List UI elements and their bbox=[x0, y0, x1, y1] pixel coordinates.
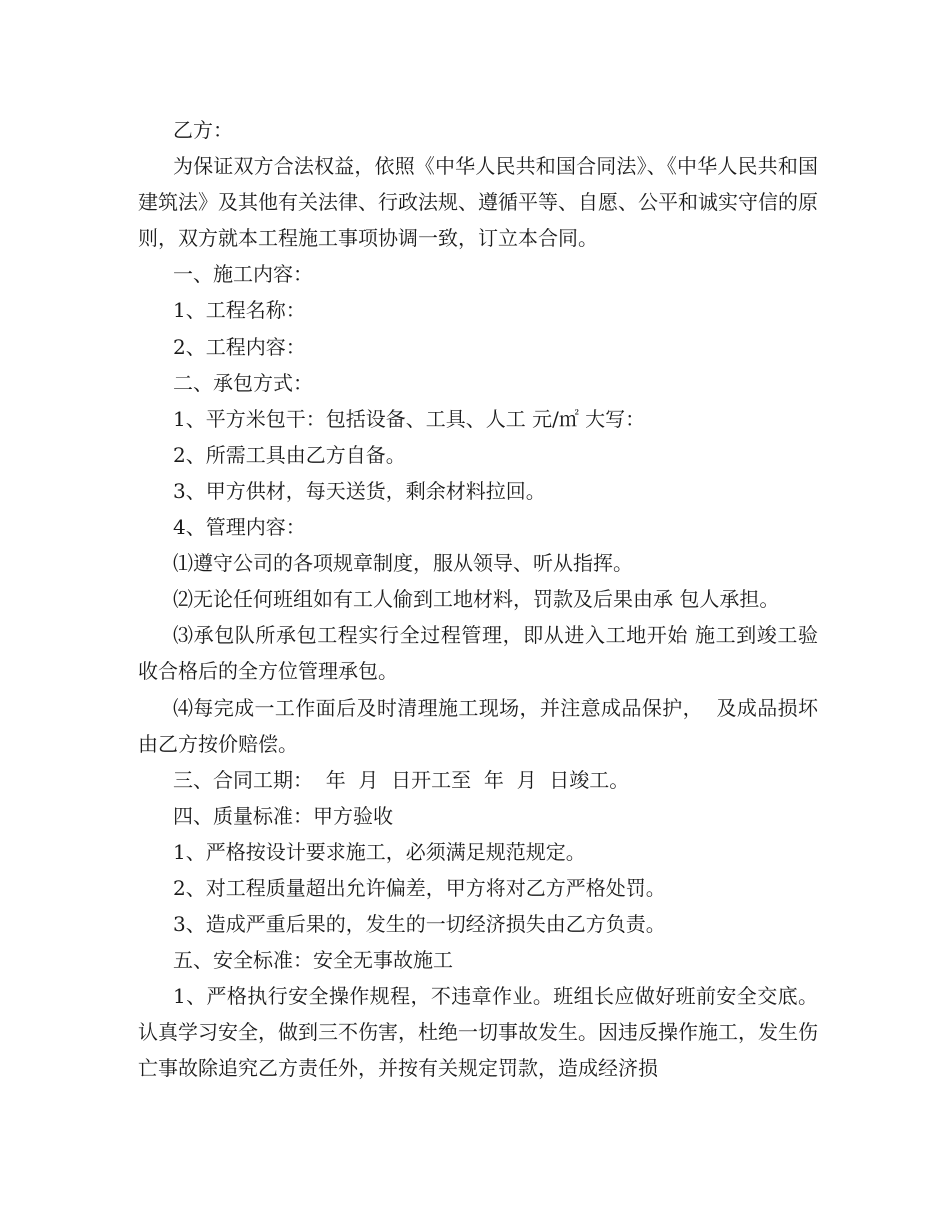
contract-body bbox=[138, 112, 818, 1087]
party-b-line: 乙方： bbox=[173, 118, 233, 142]
section-heading-contracting-method: 二、承包方式： bbox=[173, 370, 313, 395]
management-item-4: ⑷每完成一工作面后及时清理施工现场，并注意成品保护， 及成品损坏由乙方按价赔偿。 bbox=[138, 695, 818, 756]
project-content-line: 2、工程内容： bbox=[173, 334, 306, 359]
section-heading-quality-standard: 四、质量标准：甲方验收 bbox=[173, 803, 393, 828]
management-item-2: ⑵无论任何班组如有工人偷到工地材料，罚款及后果由承 包人承担。 bbox=[173, 587, 780, 612]
quality-clause-2: 2、对工程质量超出允许偏差，甲方将对乙方严格处罚。 bbox=[173, 875, 666, 900]
section-heading-contract-period: 三、合同工期： 年 月 日开工至 年 月 日竣工。 bbox=[173, 767, 630, 792]
clause-unit-price: 1、平方米包干：包括设备、工具、人工 元/㎡ 大写： bbox=[173, 406, 646, 431]
safety-clause-1: 1、严格执行安全操作规程，不违章作业。班组长应做好班前安全交底。认真学习安全，做到三不伤害，杜绝一切事故发生。因违反操作施工，发生伤亡事故除追究乙方责任外，并按有关规定罚款，造成经济损 bbox=[138, 984, 818, 1081]
section-heading-construction-content: 一、施工内容： bbox=[173, 262, 313, 287]
quality-clause-1: 1、严格按设计要求施工，必须满足规范规定。 bbox=[173, 839, 586, 864]
management-item-3: ⑶承包队所承包工程实行全过程管理，即从进入工地开始 施工到竣工验收合格后的全方位管理承包。 bbox=[138, 623, 818, 684]
clause-materials: 3、甲方供材，每天送货，剩余材料拉回。 bbox=[173, 478, 546, 503]
preamble-paragraph: 为保证双方合法权益，依照《中华人民共和国合同法》、《中华人民共和国建筑法》及其他有关法律、行政法规、遵循平等、自愿、公平和诚实守信的原则，双方就本工程施工事项协调一致，订立本合同。 bbox=[138, 154, 818, 251]
project-name-line: 1、工程名称： bbox=[173, 298, 306, 323]
clause-tools: 2、所需工具由乙方自备。 bbox=[173, 442, 406, 467]
management-item-1: ⑴遵守公司的各项规章制度，服从领导、听从指挥。 bbox=[173, 551, 633, 576]
section-heading-safety-standard: 五、安全标准：安全无事故施工 bbox=[173, 948, 453, 973]
clause-management-heading: 4、管理内容： bbox=[173, 515, 306, 540]
quality-clause-3: 3、造成严重后果的，发生的一切经济损失由乙方负责。 bbox=[173, 912, 666, 937]
